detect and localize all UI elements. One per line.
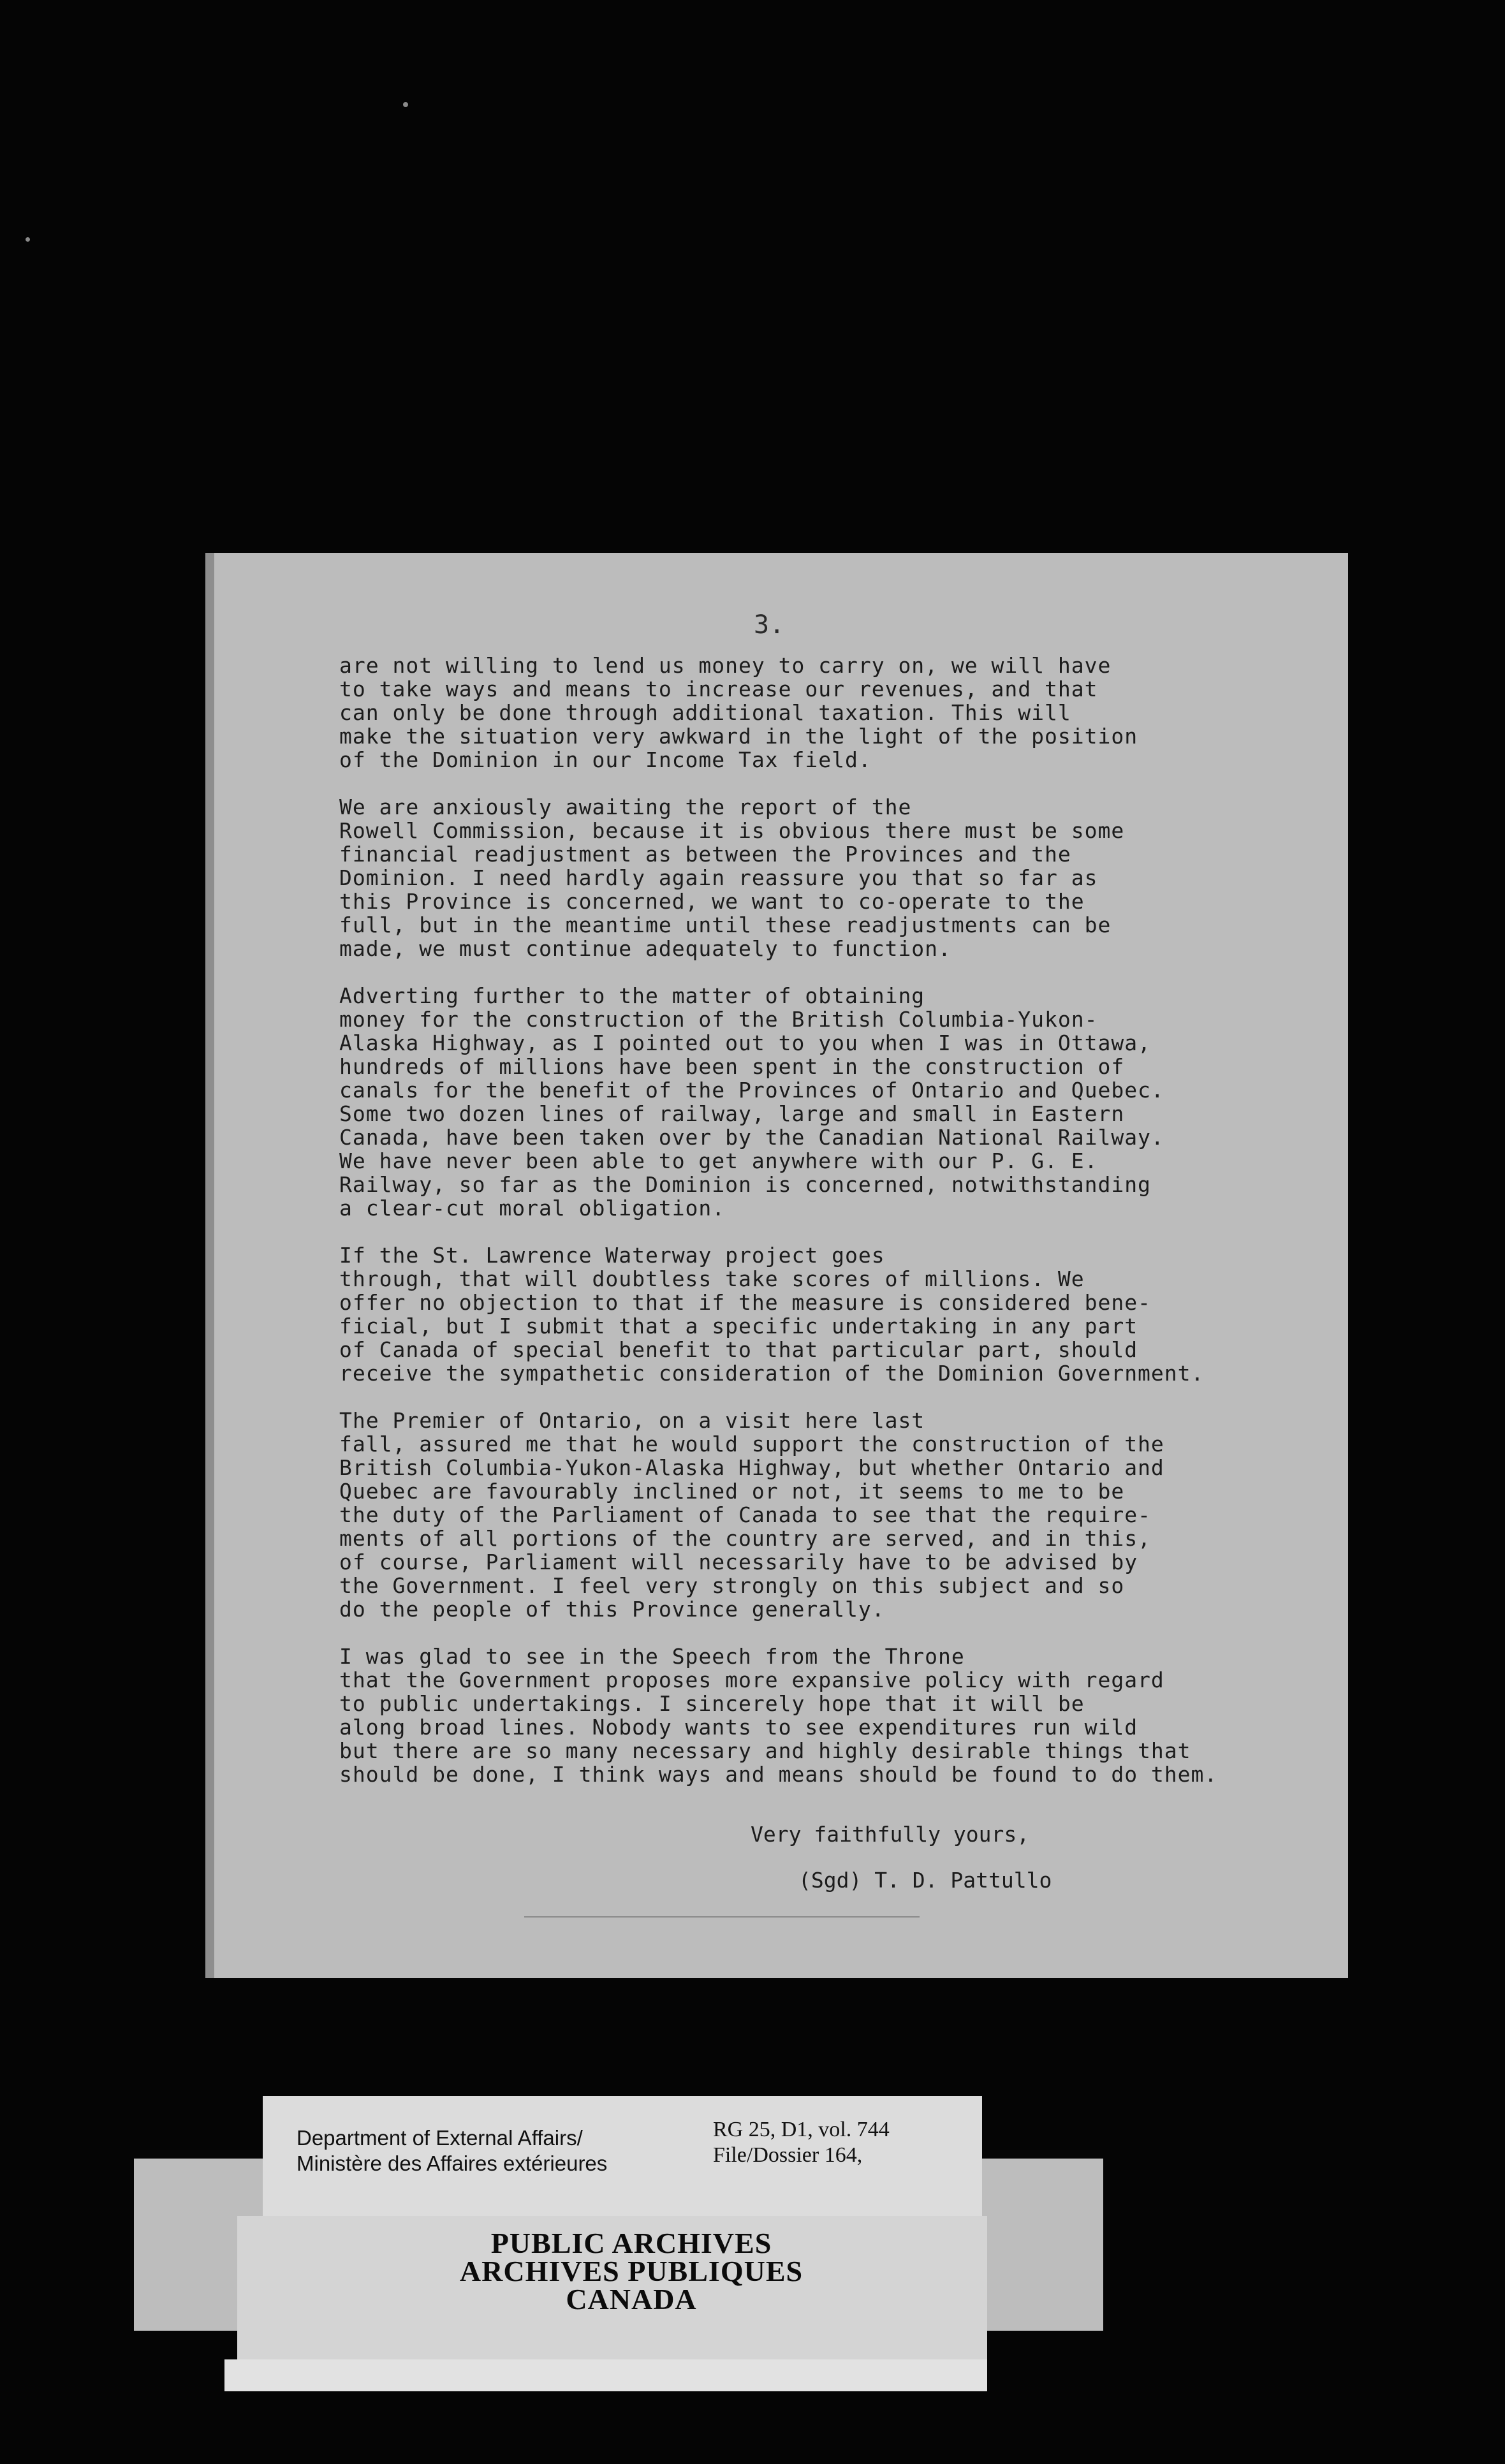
file-number: File/Dossier 164, [713, 2143, 863, 2167]
department-name [297, 2125, 607, 2176]
paragraph-6: I was glad to see in the Speech from the Throne that the Government proposes more expansive policy with regard to public undertakings. I sincerely hope that it will be along broad lines. Nobody wants to see expenditures run wild but there are so many necessary and highly desirable things that should be done, I think ways and means should be found to do them. [339, 1644, 1218, 1787]
record-group: RG 25, D1, vol. 744 [713, 2118, 890, 2141]
department-english: Department of External Affairs/ [297, 2126, 583, 2150]
paragraph-5: The Premier of Ontario, on a visit here last fall, assured me that he would support the construction of the British Columbia-Yukon-Alaska Highway, but whether Ontario and Quebec are favourably inclined or not, it seems to me to be the duty of the Parliament of Canada to see that the require- ments of all portions of the country are served, and in this, of course, Parliament will necessarily have to be advised by the Government. I feel very strongly on this subject and so do the people of this Province generally. [339, 1408, 1164, 1622]
letter-body [339, 654, 1334, 1810]
page-number: 3. [754, 610, 785, 640]
paragraph-3: Adverting further to the matter of obtaining money for the construction of the British Columbia-Yukon- Alaska Highway, as I pointed out to you when I was in Ottawa, hundreds of millions have been spent in the construction of canals for the benefit of the Provinces of Ontario and Quebec. Some two dozen lines of railway, large and small in Eastern Canada, have been taken over by the Canadian National Railway. We have never been able to get anywhere with our P. G. E. Railway, so far as the Dominion is concerned, notwithstanding a clear-cut moral obligation. [339, 983, 1164, 1221]
paragraph-2: We are anxiously awaiting the report of the Rowell Commission, because it is obvious there must be some financial readjustment as between the Provinces and the Dominion. I need hardly again reassure you that so far as this Province is concerned, we want to co-operate to the full, but in the meantime until these readjustments can be made, we must continue adequately to function. [339, 795, 1125, 961]
letter-closing: Very faithfully yours, [751, 1822, 1030, 1847]
archive-reference [713, 2117, 890, 2168]
stamp-line-3: CANADA [566, 2283, 697, 2315]
letter-page [205, 553, 1348, 1978]
archive-label-strip [224, 2359, 987, 2391]
dust-speck [403, 102, 408, 107]
stamp-line-2: ARCHIVES PUBLIQUES [459, 2255, 804, 2287]
department-french: Ministère des Affaires extérieures [297, 2152, 608, 2175]
archives-stamp [402, 2229, 861, 2314]
paragraph-4: If the St. Lawrence Waterway project goes through, that will doubtless take scores of millions. We offer no objection to that if the measure is considered bene- ficial, but I submit that a specific undertaking in any part of Canada of special benefit to that particular part, should receive the sympathetic consideration of the Dominion Government. [339, 1243, 1205, 1386]
stamp-line-1: PUBLIC ARCHIVES [490, 2227, 772, 2259]
paragraph-1: are not willing to lend us money to carry on, we will have to take ways and means to increase our revenues, and that can only be done through additional taxation. This will make the situation very awkward in the light of the position of the Dominion in our Income Tax field. [339, 653, 1138, 772]
dust-speck [26, 237, 30, 242]
letter-signature: (Sgd) T. D. Pattullo [798, 1868, 1052, 1893]
signature-underline [524, 1916, 920, 1918]
